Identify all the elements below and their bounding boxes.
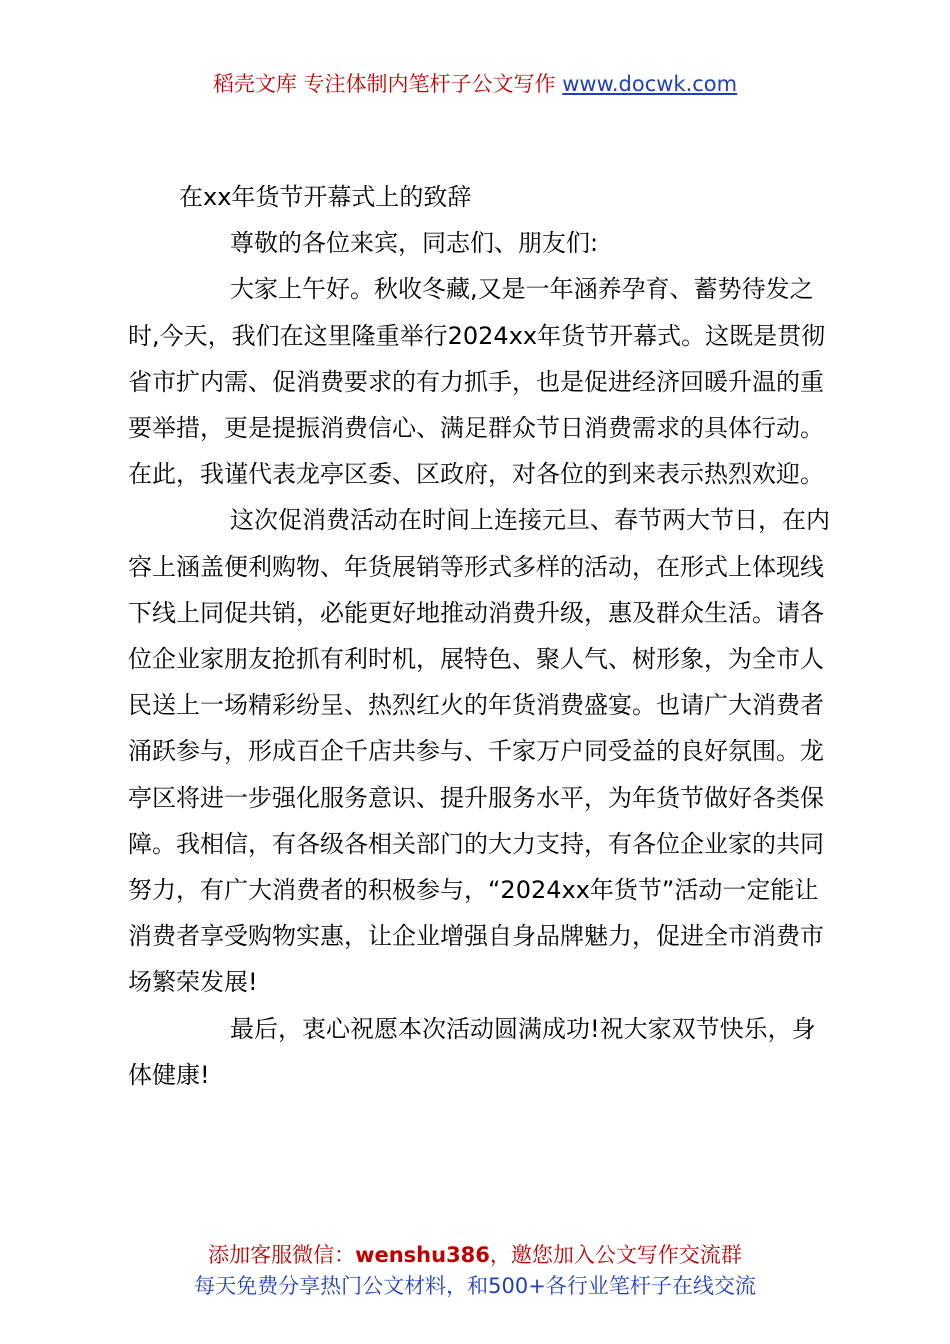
footer-wechat-prefix: 添加客服微信：	[208, 1243, 356, 1267]
paragraph: 最后，衷心祝愿本次活动圆满成功!祝大家双节快乐，身体健康!	[128, 1014, 816, 1089]
page-header	[0, 68, 950, 100]
document-title: 在xx年货节开幕式上的致辞	[179, 183, 472, 211]
page-footer	[0, 1240, 950, 1302]
paragraph: 大家上午好。秋收冬藏,又是一年涵养孕育、蓄势待发之时,今天，我们在这里隆重举行2024xx年货节开幕式。这既是贯彻省市扩内需、促消费要求的有力抓手，也是促进经济回暖升温的重要举措，更是提振消费信心、满足群众节日消费需求的具体行动。在此，我谨代表龙亭区委、区政府，对各位的到来表示热烈欢迎。	[128, 275, 826, 489]
paragraph: 这次促消费活动在时间上连接元旦、春节两大节日，在内容上涵盖便利购物、年货展销等形式多样的活动，在形式上体现线下线上同促共销，必能更好地推动消费升级，惠及群众生活。请各位企业家朋友抢抓有利时机，展特色、聚人气、树形象，为全市人民送上一场精彩纷呈、热烈红火的年货消费盛宴。也请广大消费者涌跃参与，形成百企千店共参与、千家万户同受益的良好氛围。龙亭区将进一步强化服务意识、提升服务水平，为年货节做好各类保障。我相信，有各级各相关部门的大力支持，有各位企业家的共同努力，有广大消费者的积极参与，“2024xx年货节”活动一定能让消费者享受购物实惠，让企业增强自身品牌魅力，促进全市消费市场繁荣发展!	[128, 506, 830, 997]
document-greeting: 尊敬的各位来宾，同志们、朋友们:	[230, 229, 599, 258]
footer-share-line: 每天免费分享热门公文材料，和500+各行业笔杆子在线交流	[194, 1274, 756, 1298]
wechat-id: wenshu386	[355, 1243, 490, 1267]
footer-wechat-suffix: ，邀您加入公文写作交流群	[489, 1243, 742, 1267]
site-slogan: 稻壳文库 专注体制内笔杆子公文写作	[212, 72, 556, 96]
document-body	[128, 174, 838, 1098]
footer-wechat-line	[0, 1240, 950, 1271]
site-url-link[interactable]: www.docwk.com	[562, 72, 738, 96]
